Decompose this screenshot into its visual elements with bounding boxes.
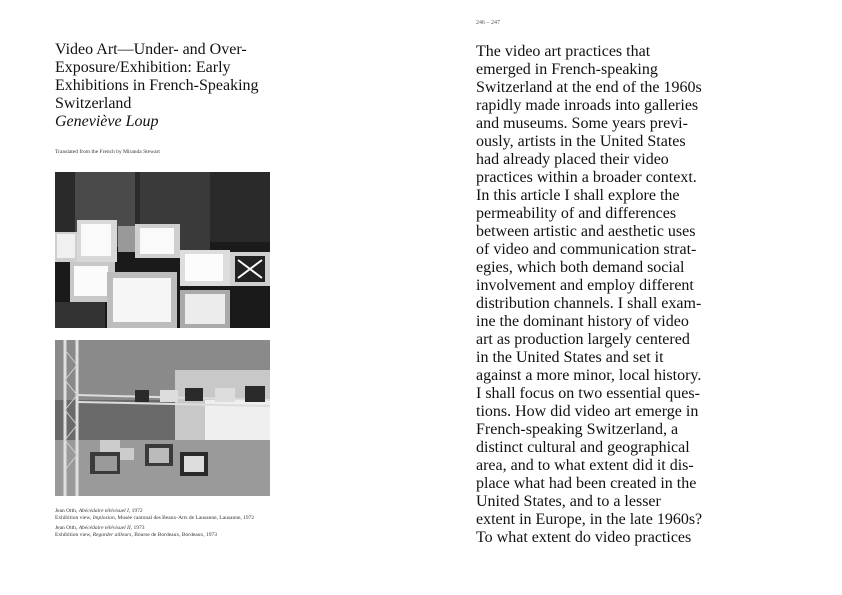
body-line: against a more minor, local history. <box>476 367 702 384</box>
title-line: Switzerland <box>55 95 132 112</box>
body-line: rapidly made inroads into galleries <box>476 97 699 114</box>
exhibition-photo-1 <box>55 172 270 328</box>
body-line: emerged in French-speaking <box>476 61 658 78</box>
translator-credit: Translated from the French by Miranda Stewart <box>55 149 160 155</box>
caption-show: Implosion <box>92 515 115 521</box>
title-line: Exposure/Exhibition: Early <box>55 59 231 76</box>
caption-venue: , Musée cantonal des Beaux-Arts de Lausanne, Lausanne, 1972 <box>114 515 255 521</box>
body-line: had already placed their video <box>476 151 669 168</box>
body-line: Switzerland at the end of the 1960s <box>476 79 702 96</box>
page-number: 246 – 247 <box>476 20 500 26</box>
caption-year: , 1972 <box>128 508 143 514</box>
caption-line <box>55 515 295 522</box>
caption-artist: Jean Otth, <box>55 508 79 514</box>
title-line: Exhibitions in French-Speaking <box>55 77 259 94</box>
body-text <box>476 43 726 547</box>
body-line: extent in Europe, in the late 1960s? <box>476 511 703 528</box>
photo-captions <box>55 508 295 542</box>
caption-year: , 1973 <box>130 525 145 531</box>
body-line: involvement and employ different <box>476 277 694 294</box>
body-line: ously, artists in the United States <box>476 133 686 150</box>
caption-prefix: Exhibition view, <box>55 532 93 538</box>
body-line: place what had been created in the <box>476 475 697 492</box>
body-line: in the United States and set it <box>476 349 664 366</box>
body-line: area, and to what extent did it dis- <box>476 457 694 474</box>
author-name: Geneviève Loup <box>55 113 159 130</box>
body-line: permeability of and differences <box>476 205 677 222</box>
caption-1 <box>55 508 295 522</box>
body-line: To what extent do video practices <box>476 529 692 546</box>
body-line: distribution channels. I shall exam- <box>476 295 702 312</box>
body-line: In this article I shall explore the <box>476 187 680 204</box>
caption-2 <box>55 525 295 539</box>
body-line: The video art practices that <box>476 43 651 60</box>
body-line: egies, which both demand social <box>476 259 685 276</box>
article-title <box>55 41 295 131</box>
body-line: I shall focus on two essential ques- <box>476 385 700 402</box>
caption-prefix: Exhibition view, <box>55 515 93 521</box>
caption-venue: , Bourse de Bordeaux, Bordeaux, 1973 <box>131 532 217 538</box>
caption-work: Abécédaire télévisuel II <box>78 525 131 531</box>
caption-line <box>55 532 295 539</box>
caption-line <box>55 508 295 515</box>
caption-show: Regarder ailleurs <box>92 532 132 538</box>
body-line: practices within a broader context. <box>476 169 697 186</box>
body-line: between artistic and aesthetic uses <box>476 223 696 240</box>
body-line: ine the dominant history of video <box>476 313 689 330</box>
body-line: tions. How did video art emerge in <box>476 403 699 420</box>
body-line: art as production largely centered <box>476 331 690 348</box>
title-line: Video Art—Under- and Over- <box>55 41 247 58</box>
caption-artist: Jean Otth, <box>55 525 79 531</box>
body-line: United States, and to a lesser <box>476 493 661 510</box>
body-line: of video and communication strat- <box>476 241 697 258</box>
caption-line <box>55 525 295 532</box>
body-line: French-speaking Switzerland, a <box>476 421 679 438</box>
body-line: and museums. Some years previ- <box>476 115 688 132</box>
exhibition-photo-2 <box>55 340 270 496</box>
body-line: distinct cultural and geographical <box>476 439 690 456</box>
caption-work: Abécédaire télévisuel I <box>78 508 129 514</box>
